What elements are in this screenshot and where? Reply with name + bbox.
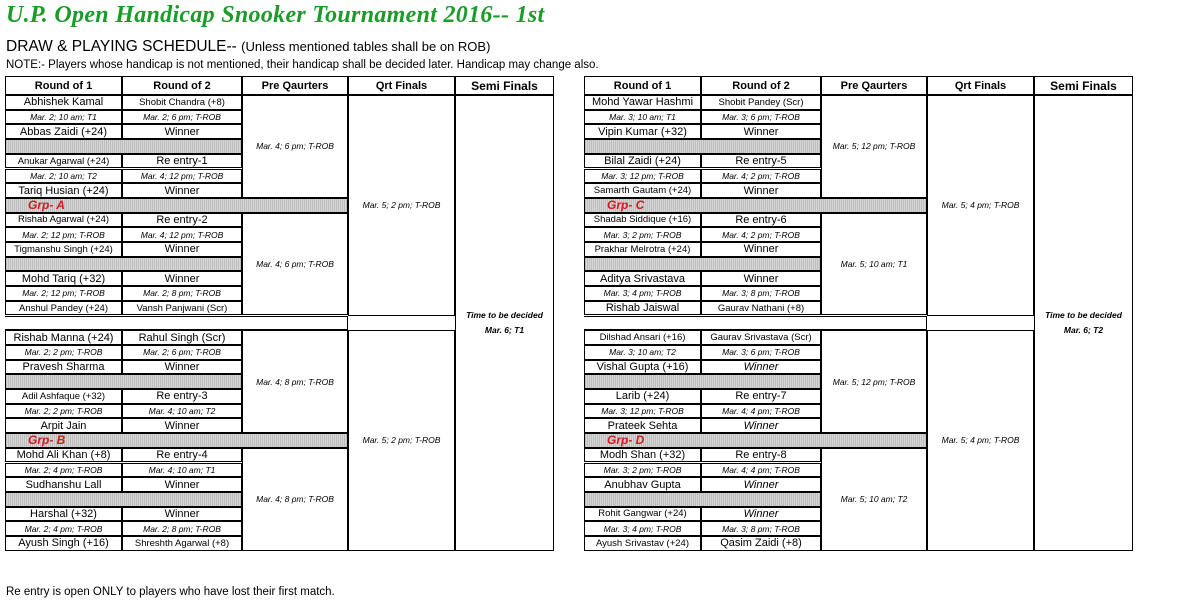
quarter-final-schedule: Mar. 5; 2 pm; T-ROB [348,95,455,316]
group-label: Grp- A [5,198,348,213]
player-name: Tigmanshu Singh (+24) [5,242,122,257]
player-name: Pravesh Sharma [5,360,122,375]
semi-final-schedule [455,95,554,551]
player-name: Rishab Jaiswal [584,301,701,316]
player-name: Vishal Gupta (+16) [584,360,701,375]
player-name: Dilshad Ansari (+16) [584,330,701,345]
match-schedule: Mar. 4; 2 pm; T-ROB [701,227,821,242]
handicap-note: NOTE:- Players whose handicap is not mentioned, their handicap shall be decided later. Handicap may change also. [6,59,599,71]
semi-final-table: Mar. 6; T2 [1063,324,1104,335]
player-name: Tariq Husian (+24) [5,183,122,198]
player-name: Re entry-4 [122,448,242,463]
match-schedule: Mar. 3; 10 am; T2 [584,345,701,360]
player-name: Re entry-6 [701,213,821,228]
header-r1: Round of 1 [584,76,701,95]
winner-slot: Winner [701,271,821,286]
match-schedule: Mar. 2; 2 pm; T-ROB [5,345,122,360]
match-schedule: Mar. 3; 2 pm; T-ROB [584,463,701,478]
pre-quarter-schedule: Mar. 4; 8 pm; T-ROB [242,330,348,433]
group-label: Grp- D [584,433,927,448]
winner-slot: Winner [701,418,821,433]
bracket-divider [5,316,348,331]
header-semi: Semi Finals [455,76,554,95]
pre-quarter-schedule: Mar. 5; 10 am; T2 [821,448,927,551]
quarter-final-schedule: Mar. 5; 2 pm; T-ROB [348,330,455,551]
quarter-final-schedule: Mar. 5; 4 pm; T-ROB [927,95,1034,316]
winner-slot: Winner [701,242,821,257]
separator-row [584,374,821,389]
semi-final-schedule [1034,95,1133,551]
player-name: Prakhar Melrotra (+24) [584,242,701,257]
player-name: Shobit Chandra (+8) [122,95,242,110]
player-name: Prateek Sehta [584,418,701,433]
match-schedule: Mar. 2; 4 pm; T-ROB [5,521,122,536]
player-name: Mohd Ali Khan (+8) [5,448,122,463]
player-name: Mohd Tariq (+32) [5,271,122,286]
player-name: Rishab Agarwal (+24) [5,213,122,228]
player-name: Ayush Srivastav (+24) [584,536,701,551]
match-schedule: Mar. 3; 10 am; T1 [584,110,701,125]
group-label: Grp- C [584,198,927,213]
player-name: Shobit Pandey (Scr) [701,95,821,110]
match-schedule: Mar. 2; 6 pm; T-ROB [122,110,242,125]
match-schedule: Mar. 4; 4 pm; T-ROB [701,463,821,478]
player-name: Re entry-2 [122,213,242,228]
player-name: Harshal (+32) [5,507,122,522]
player-name: Vansh Panjwani (Scr) [122,301,242,316]
separator-row [5,492,242,507]
match-schedule: Mar. 3; 12 pm; T-ROB [584,404,701,419]
match-schedule: Mar. 3; 4 pm; T-ROB [584,521,701,536]
winner-slot: Winner [701,183,821,198]
match-schedule: Mar. 4; 12 pm; T-ROB [122,227,242,242]
schedule-subtitle [6,38,490,56]
player-name: Abbas Zaidi (+24) [5,124,122,139]
player-name: Re entry-7 [701,389,821,404]
winner-slot: Winner [122,271,242,286]
winner-slot: Winner [122,477,242,492]
bracket-divider [584,316,927,331]
header-r1: Round of 1 [5,76,122,95]
match-schedule: Mar. 4; 2 pm; T-ROB [701,169,821,184]
semi-final-table: Mar. 6; T1 [484,324,525,335]
winner-slot: Winner [122,242,242,257]
header-r2: Round of 2 [122,76,242,95]
semi-final-time: Time to be decided [466,309,543,320]
winner-slot: Winner [701,477,821,492]
player-name: Ayush Singh (+16) [5,536,122,551]
match-schedule: Mar. 4; 10 am; T1 [122,463,242,478]
separator-row [584,257,821,272]
subtitle-main: DRAW & PLAYING SCHEDULE-- [6,38,242,55]
winner-slot: Winner [122,360,242,375]
player-name: Rahul Singh (Scr) [122,330,242,345]
player-name: Rohit Gangwar (+24) [584,507,701,522]
match-schedule: Mar. 4; 4 pm; T-ROB [701,404,821,419]
winner-slot: Winner [122,507,242,522]
match-schedule: Mar. 4; 10 am; T2 [122,404,242,419]
winner-slot: Winner [701,360,821,375]
player-name: Sudhanshu Lall [5,477,122,492]
player-name: Shadab Siddique (+16) [584,213,701,228]
pre-quarter-schedule: Mar. 5; 12 pm; T-ROB [821,330,927,433]
header-semi: Semi Finals [1034,76,1133,95]
pre-quarter-schedule: Mar. 4; 6 pm; T-ROB [242,213,348,316]
reentry-footer-note: Re entry is open ONLY to players who have lost their first match. [6,586,335,598]
player-name: Samarth Gautam (+24) [584,183,701,198]
match-schedule: Mar. 3; 12 pm; T-ROB [584,169,701,184]
player-name: Re entry-3 [122,389,242,404]
player-name: Anshul Pandey (+24) [5,301,122,316]
match-schedule: Mar. 2; 12 pm; T-ROB [5,227,122,242]
separator-row [5,257,242,272]
header-qrt: Qrt Finals [927,76,1034,95]
player-name: Abhishek Kamal [5,95,122,110]
quarter-final-schedule: Mar. 5; 4 pm; T-ROB [927,330,1034,551]
match-schedule: Mar. 3; 6 pm; T-ROB [701,345,821,360]
separator-row [5,374,242,389]
player-name: Mohd Yawar Hashmi [584,95,701,110]
semi-final-time: Time to be decided [1045,309,1122,320]
match-schedule: Mar. 2; 10 am; T1 [5,110,122,125]
pre-quarter-schedule: Mar. 5; 10 am; T1 [821,213,927,316]
match-schedule: Mar. 2; 2 pm; T-ROB [5,404,122,419]
winner-slot: Winner [701,507,821,522]
match-schedule: Mar. 2; 8 pm; T-ROB [122,521,242,536]
separator-row [5,139,242,154]
player-name: Shreshth Agarwal (+8) [122,536,242,551]
separator-row [584,139,821,154]
player-name: Re entry-5 [701,154,821,169]
separator-row [584,492,821,507]
player-name: Bilal Zaidi (+24) [584,154,701,169]
pre-quarter-schedule: Mar. 4; 6 pm; T-ROB [242,95,348,198]
player-name: Re entry-1 [122,154,242,169]
pre-quarter-schedule: Mar. 4; 8 pm; T-ROB [242,448,348,551]
winner-slot: Winner [122,124,242,139]
header-qrt: Qrt Finals [348,76,455,95]
match-schedule: Mar. 3; 8 pm; T-ROB [701,286,821,301]
winner-slot: Winner [122,183,242,198]
winner-slot: Winner [701,124,821,139]
match-schedule: Mar. 3; 2 pm; T-ROB [584,227,701,242]
match-schedule: Mar. 2; 10 am; T2 [5,169,122,184]
player-name: Anukar Agarwal (+24) [5,154,122,169]
tournament-title: U.P. Open Handicap Snooker Tournament 2016-- 1st [6,2,545,28]
match-schedule: Mar. 4; 12 pm; T-ROB [122,169,242,184]
match-schedule: Mar. 2; 12 pm; T-ROB [5,286,122,301]
player-name: Larib (+24) [584,389,701,404]
player-name: Gaurav Srivastava (Scr) [701,330,821,345]
header-pre: Pre Qaurters [242,76,348,95]
pre-quarter-schedule: Mar. 5; 12 pm; T-ROB [821,95,927,198]
player-name: Vipin Kumar (+32) [584,124,701,139]
winner-slot: Winner [122,418,242,433]
header-r2: Round of 2 [701,76,821,95]
player-name: Aditya Srivastava [584,271,701,286]
player-name: Arpit Jain [5,418,122,433]
player-name: Re entry-8 [701,448,821,463]
player-name: Anubhav Gupta [584,477,701,492]
match-schedule: Mar. 3; 4 pm; T-ROB [584,286,701,301]
player-name: Rishab Manna (+24) [5,330,122,345]
match-schedule: Mar. 3; 8 pm; T-ROB [701,521,821,536]
group-label: Grp- B [5,433,348,448]
match-schedule: Mar. 2; 8 pm; T-ROB [122,286,242,301]
player-name: Gaurav Nathani (+8) [701,301,821,316]
match-schedule: Mar. 2; 4 pm; T-ROB [5,463,122,478]
player-name: Modh Shan (+32) [584,448,701,463]
subtitle-paren: (Unless mentioned tables shall be on ROB) [241,39,491,54]
header-pre: Pre Qaurters [821,76,927,95]
player-name: Qasim Zaidi (+8) [701,536,821,551]
match-schedule: Mar. 3; 6 pm; T-ROB [701,110,821,125]
player-name: Adil Ashfaque (+32) [5,389,122,404]
match-schedule: Mar. 2; 6 pm; T-ROB [122,345,242,360]
